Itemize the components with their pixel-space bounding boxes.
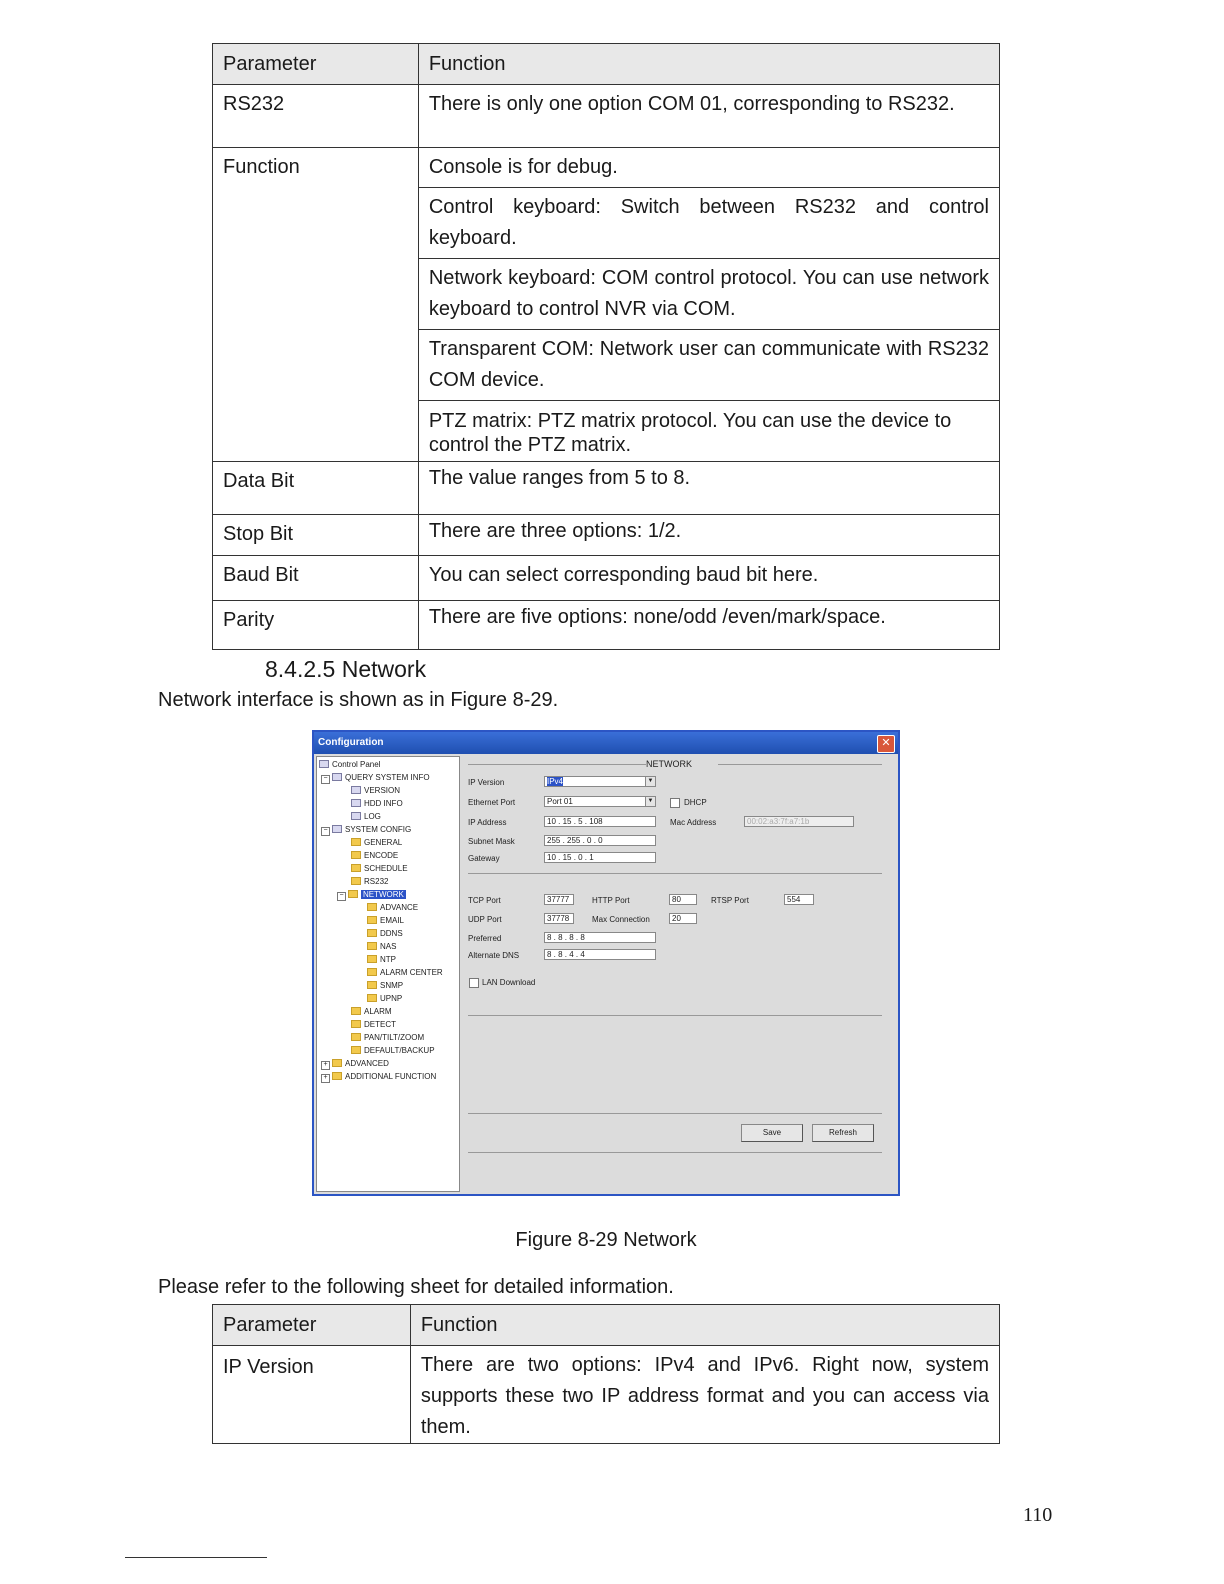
refer-paragraph: Please refer to the following sheet for detailed information. [158, 1276, 674, 1298]
info-icon [332, 773, 342, 781]
divider [718, 764, 882, 765]
tree-item[interactable]: − QUERY SYSTEM INFO [321, 772, 430, 784]
label: Subnet Mask [468, 837, 515, 846]
ip-version-select[interactable]: IPv4 ▼ [544, 776, 656, 787]
divider [468, 1152, 882, 1153]
expand-icon: + [321, 1061, 330, 1070]
http-port-field[interactable]: 80 [669, 894, 697, 905]
param-cell: RS232 [213, 85, 419, 148]
parameter-table-rs232 [212, 43, 1000, 650]
function-option: Transparent COM: Network user can communicate with RS232 COM device. [419, 330, 999, 401]
gateway-field[interactable]: 10 . 15 . 0 . 1 [544, 852, 656, 863]
tree-item-selected[interactable]: − NETWORK [337, 889, 406, 901]
collapse-icon: − [321, 827, 330, 836]
folder-icon [332, 1072, 342, 1080]
window-title: Configuration [318, 737, 384, 748]
label: Alternate DNS [468, 951, 520, 960]
divider [468, 873, 882, 874]
function-cell: There is only one option COM 01, corresponding to RS232. [418, 85, 999, 148]
header-function: Function [418, 44, 999, 85]
udp-port-field[interactable]: 37778 [544, 913, 574, 924]
folder-icon [367, 903, 377, 911]
label: LAN Download [482, 978, 536, 987]
window-titlebar [314, 732, 898, 754]
tree-item[interactable]: RS232 [351, 876, 388, 887]
intro-paragraph: Network interface is shown as in Figure 8-29. [158, 689, 559, 711]
panel-icon [319, 760, 329, 768]
doc-icon [351, 812, 361, 820]
close-icon[interactable]: ✕ [877, 735, 895, 753]
chevron-down-icon: ▼ [645, 797, 655, 806]
folder-icon [367, 929, 377, 937]
ip-address-field[interactable]: 10 . 15 . 5 . 108 [544, 816, 656, 827]
folder-icon [351, 877, 361, 885]
collapse-icon: − [337, 892, 346, 901]
function-option: Control keyboard: Switch between RS232 and control keyboard. [419, 188, 999, 259]
tree-item[interactable]: EMAIL [367, 915, 404, 926]
save-button[interactable]: Save [741, 1124, 803, 1142]
function-cell: There are three options: 1/2. [418, 515, 999, 556]
ethernet-port-select[interactable]: Port 01 ▼ [544, 796, 656, 807]
divider [468, 764, 646, 765]
tree-item[interactable]: NAS [367, 941, 396, 952]
gear-icon [332, 1059, 342, 1067]
folder-icon [367, 916, 377, 924]
divider [468, 1015, 882, 1016]
label: RTSP Port [711, 896, 749, 905]
folder-icon [367, 994, 377, 1002]
folder-open-icon [348, 890, 358, 898]
function-option: Console is for debug. [419, 148, 999, 188]
settings-icon [332, 825, 342, 833]
folder-icon [367, 981, 377, 989]
folder-icon [351, 864, 361, 872]
param-cell: Baud Bit [213, 556, 419, 601]
label: HTTP Port [592, 896, 630, 905]
tcp-port-field[interactable]: 37777 [544, 894, 574, 905]
param-cell: Data Bit [213, 462, 419, 515]
tree-item[interactable]: VERSION [351, 785, 400, 796]
tree-item[interactable]: + ADDITIONAL FUNCTION [321, 1071, 436, 1083]
header-parameter: Parameter [213, 1305, 411, 1346]
parameter-table-network [212, 1304, 1000, 1444]
label: Ethernet Port [468, 798, 516, 807]
label: Preferred [468, 934, 502, 943]
subnet-mask-field[interactable]: 255 . 255 . 0 . 0 [544, 835, 656, 846]
function-cell: There are five options: none/odd /even/mark/space. [418, 601, 999, 650]
tree-item[interactable]: Control Panel [319, 759, 380, 770]
label: UDP Port [468, 915, 502, 924]
tree-item[interactable]: LOG [351, 811, 381, 822]
doc-icon [351, 786, 361, 794]
max-connection-field[interactable]: 20 [669, 913, 697, 924]
folder-icon [351, 1046, 361, 1054]
page-number: 110 [1023, 1504, 1053, 1526]
dhcp-checkbox[interactable] [670, 798, 680, 808]
alternate-dns-field[interactable]: 8 . 8 . 4 . 4 [544, 949, 656, 960]
tree-item[interactable]: ADVANCE [367, 902, 418, 913]
divider [468, 1113, 882, 1114]
tree-item[interactable]: GENERAL [351, 837, 402, 848]
tree-item[interactable]: SNMP [367, 980, 403, 991]
tree-item[interactable]: ALARM [351, 1006, 392, 1017]
label: TCP Port [468, 896, 501, 905]
preferred-dns-field[interactable]: 8 . 8 . 8 . 8 [544, 932, 656, 943]
function-cell: You can select corresponding baud bit here. [418, 556, 999, 601]
label: IP Address [468, 818, 507, 827]
collapse-icon: − [321, 775, 330, 784]
function-cell: The value ranges from 5 to 8. [418, 462, 999, 515]
tree-item[interactable]: DDNS [367, 928, 403, 939]
panel-title: NETWORK [646, 759, 692, 769]
figure-caption: Figure 8-29 Network [515, 1229, 697, 1251]
lan-download-checkbox[interactable] [469, 978, 479, 988]
param-cell: Parity [213, 601, 419, 650]
header-function: Function [410, 1305, 999, 1346]
tree-item[interactable]: ENCODE [351, 850, 398, 861]
tree-item[interactable]: DEFAULT/BACKUP [351, 1045, 435, 1056]
folder-icon [351, 1007, 361, 1015]
folder-icon [367, 955, 377, 963]
tree-item[interactable]: UPNP [367, 993, 402, 1004]
section-heading: 8.4.2.5 Network [265, 656, 427, 682]
tree-item[interactable]: PAN/TILT/ZOOM [351, 1032, 424, 1043]
refresh-button[interactable]: Refresh [812, 1124, 874, 1142]
rtsp-port-field[interactable]: 554 [784, 894, 814, 905]
config-tree [316, 756, 460, 1192]
tree-item[interactable]: ALARM CENTER [367, 967, 443, 978]
label: Gateway [468, 854, 500, 863]
tree-item[interactable]: − SYSTEM CONFIG [321, 824, 411, 836]
function-option: Network keyboard: COM control protocol. You can use network keyboard to control NVR via COM. [419, 259, 999, 330]
folder-icon [367, 968, 377, 976]
folder-icon [351, 1020, 361, 1028]
tree-item[interactable]: NTP [367, 954, 396, 965]
tree-item[interactable]: DETECT [351, 1019, 396, 1030]
folder-icon [351, 838, 361, 846]
network-panel [464, 756, 896, 1192]
param-cell: Function [213, 148, 419, 462]
function-cell-list [418, 148, 999, 462]
folder-icon [367, 942, 377, 950]
tree-item[interactable]: HDD INFO [351, 798, 403, 809]
param-cell: Stop Bit [213, 515, 419, 556]
chevron-down-icon: ▼ [645, 777, 655, 786]
function-cell: There are two options: IPv4 and IPv6. Right now, system supports these two IP address format and you can access via them. [410, 1346, 999, 1444]
footnote-rule [125, 1557, 267, 1558]
tree-item[interactable]: + ADVANCED [321, 1058, 389, 1070]
label: Max Connection [592, 915, 650, 924]
mac-address-field: 00:02:a3:7f:a7:1b [744, 816, 854, 827]
folder-icon [351, 1033, 361, 1041]
configuration-window [312, 730, 900, 1196]
function-option: PTZ matrix: PTZ matrix protocol. You can use the device to control the PTZ matrix. [428, 410, 952, 456]
label: Mac Address [670, 818, 717, 827]
doc-icon [351, 799, 361, 807]
tree-item[interactable]: SCHEDULE [351, 863, 408, 874]
label: IP Version [468, 778, 505, 787]
header-parameter: Parameter [213, 44, 419, 85]
param-cell: IP Version [213, 1346, 411, 1444]
expand-icon: + [321, 1074, 330, 1083]
folder-icon [351, 851, 361, 859]
label: DHCP [684, 798, 707, 807]
